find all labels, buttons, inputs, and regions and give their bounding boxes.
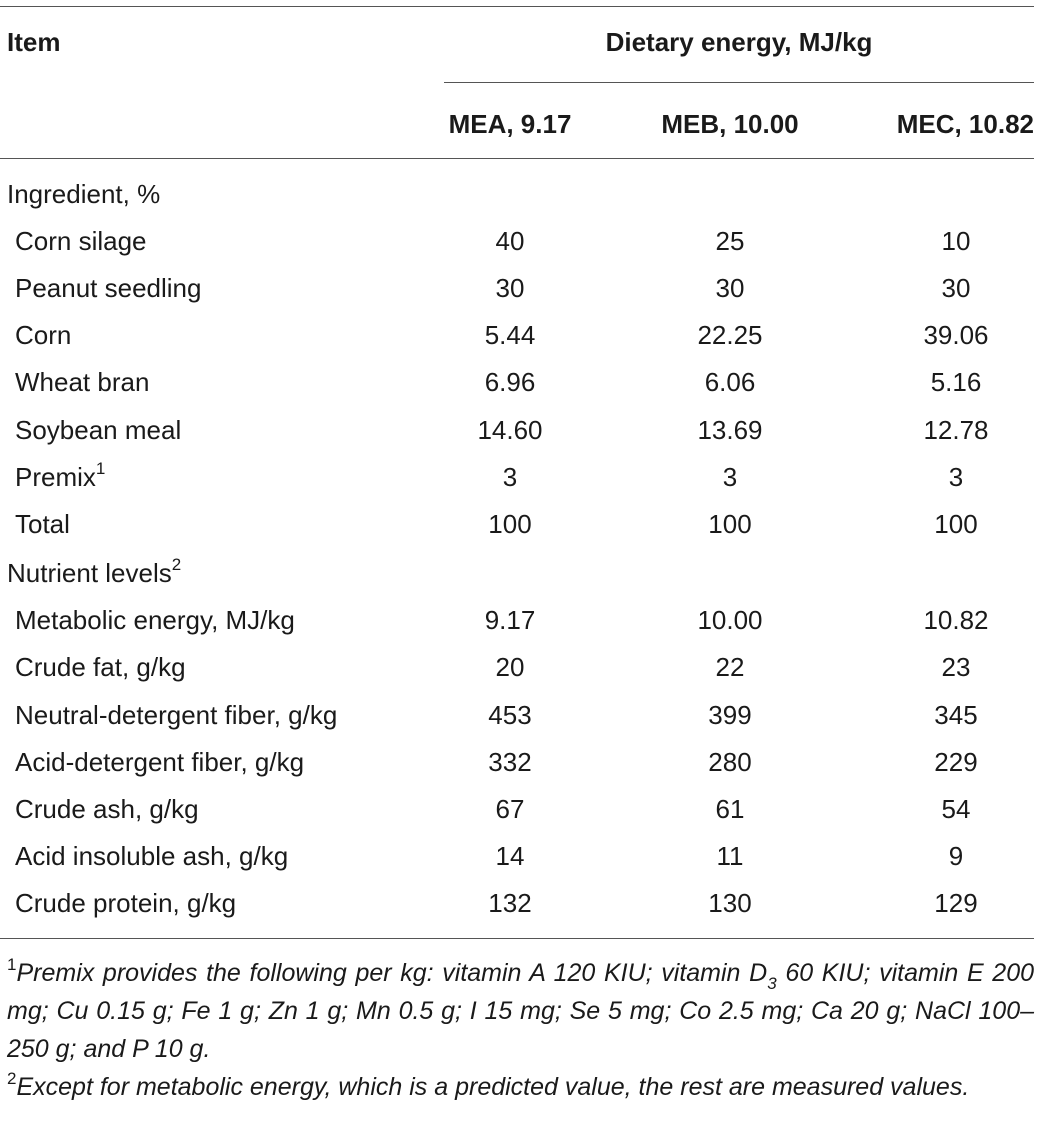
row-label: Acid insoluble ash, g/kg [15, 841, 289, 871]
row-label: Crude fat, g/kg [15, 652, 186, 682]
footnote-mark: 1 [7, 954, 17, 974]
cell-mea: 453 [488, 700, 532, 730]
cell-meb: 3 [722, 462, 738, 492]
cell-mec: 30 [941, 273, 971, 303]
cell-mea: 30 [495, 273, 525, 303]
row-label: Acid-detergent fiber, g/kg [15, 747, 305, 777]
cell-mea: 40 [495, 226, 525, 256]
cell-meb: 100 [708, 509, 752, 539]
table-row [0, 700, 1040, 747]
section-title-text: Nutrient levels [7, 558, 172, 588]
cell-mea: 67 [495, 794, 525, 824]
cell-meb: 22.25 [697, 320, 763, 350]
cell-mea: 3 [502, 462, 518, 492]
cell-mec: 229 [934, 747, 978, 777]
row-label: Soybean meal [15, 415, 182, 445]
column-header-meb: MEB, 10.00 [661, 109, 799, 139]
row-label: Crude ash, g/kg [15, 794, 199, 824]
row-label: Premix$^1$ [15, 459, 106, 492]
table-row [0, 605, 1040, 652]
table-row [0, 888, 1040, 935]
row-label: Crude protein, g/kg [15, 888, 237, 918]
table-row [0, 367, 1040, 414]
footnote-text: Except for metabolic energy, which is a predicted value, the rest are measured values. [16, 1073, 970, 1101]
cell-meb: 22 [715, 652, 745, 682]
cell-meb: 399 [708, 700, 752, 730]
cell-meb: 25 [715, 226, 745, 256]
header-bottom-rule [0, 158, 1034, 159]
row-label: Peanut seedling [15, 273, 202, 303]
item-column-header: Item [7, 27, 61, 57]
row-label: Total [15, 509, 70, 539]
column-header-mea: MEA, 9.17 [448, 109, 572, 139]
table-row [0, 415, 1040, 462]
row-label: Neutral-detergent fiber, g/kg [15, 700, 338, 730]
cell-meb: 13.69 [697, 415, 763, 445]
cell-mea: 332 [488, 747, 532, 777]
table-row [0, 747, 1040, 794]
cell-mec: 100 [934, 509, 978, 539]
cell-mea: 100 [488, 509, 532, 539]
section-title-sup: 2 [171, 555, 182, 575]
row-label: Metabolic energy, MJ/kg [15, 605, 295, 635]
cell-meb: 30 [715, 273, 745, 303]
table-row [0, 841, 1040, 888]
table-row [0, 226, 1040, 273]
cell-mea: 6.96 [484, 367, 536, 397]
cell-meb: 130 [708, 888, 752, 918]
table-row [0, 459, 1040, 509]
footnote-text: Premix provides the following per kg: vitamin A 120 KIU; vitamin $D_3$ 60 KIU; vitamin E 200 mg; Cu 0.15 g; Fe 1 g; Zn 1 g; Mn 0.5 g; I 15 mg; Se 5 mg; Co 2.5 mg; Ca 20 g; NaCl 100–250 g; and P 10 g. [7, 959, 1034, 1063]
table-row [0, 652, 1040, 699]
table-row [0, 320, 1040, 367]
cell-mec: 129 [934, 888, 978, 918]
cell-mec: 39.06 [923, 320, 989, 350]
cell-mec: 3 [948, 462, 964, 492]
footnote-mark: 2 [7, 1068, 17, 1088]
group-header-rule [444, 82, 1034, 83]
cell-mec: 23 [941, 652, 971, 682]
dietary-energy-group-header: Dietary energy, MJ/kg [605, 27, 873, 57]
cell-mea: 132 [488, 888, 532, 918]
column-header-mec: MEC, 10.82 [896, 109, 1034, 139]
footnote-1 [7, 954, 1034, 1068]
row-label: Corn [15, 320, 72, 350]
cell-meb: 61 [715, 794, 745, 824]
cell-mec: 9 [948, 841, 964, 871]
table-top-rule [0, 6, 1034, 7]
cell-mec: 10.82 [923, 605, 989, 635]
row-label: Corn silage [15, 226, 147, 256]
row-label: Wheat bran [15, 367, 150, 397]
cell-mec: 12.78 [923, 415, 989, 445]
cell-mea: 5.44 [484, 320, 536, 350]
footnote-2 [7, 1068, 1034, 1106]
cell-mea: 14 [495, 841, 525, 871]
cell-mea: 14.60 [477, 415, 543, 445]
cell-mec: 5.16 [930, 367, 982, 397]
cell-meb: 280 [708, 747, 752, 777]
table-row [0, 794, 1040, 841]
cell-mec: 345 [934, 700, 978, 730]
cell-meb: 10.00 [697, 605, 763, 635]
cell-mec: 54 [941, 794, 971, 824]
cell-mea: 9.17 [484, 605, 536, 635]
table-row [0, 273, 1040, 320]
cell-meb: 6.06 [704, 367, 756, 397]
table-row [0, 509, 1040, 556]
cell-mec: 10 [941, 226, 971, 256]
section-title-ingredient [7, 179, 160, 209]
cell-meb: 11 [716, 841, 744, 871]
table-bottom-rule [0, 938, 1034, 939]
section-title-text: Ingredient, % [7, 179, 161, 209]
section-title-nutrient-levels [7, 555, 182, 588]
cell-mea: 20 [495, 652, 525, 682]
